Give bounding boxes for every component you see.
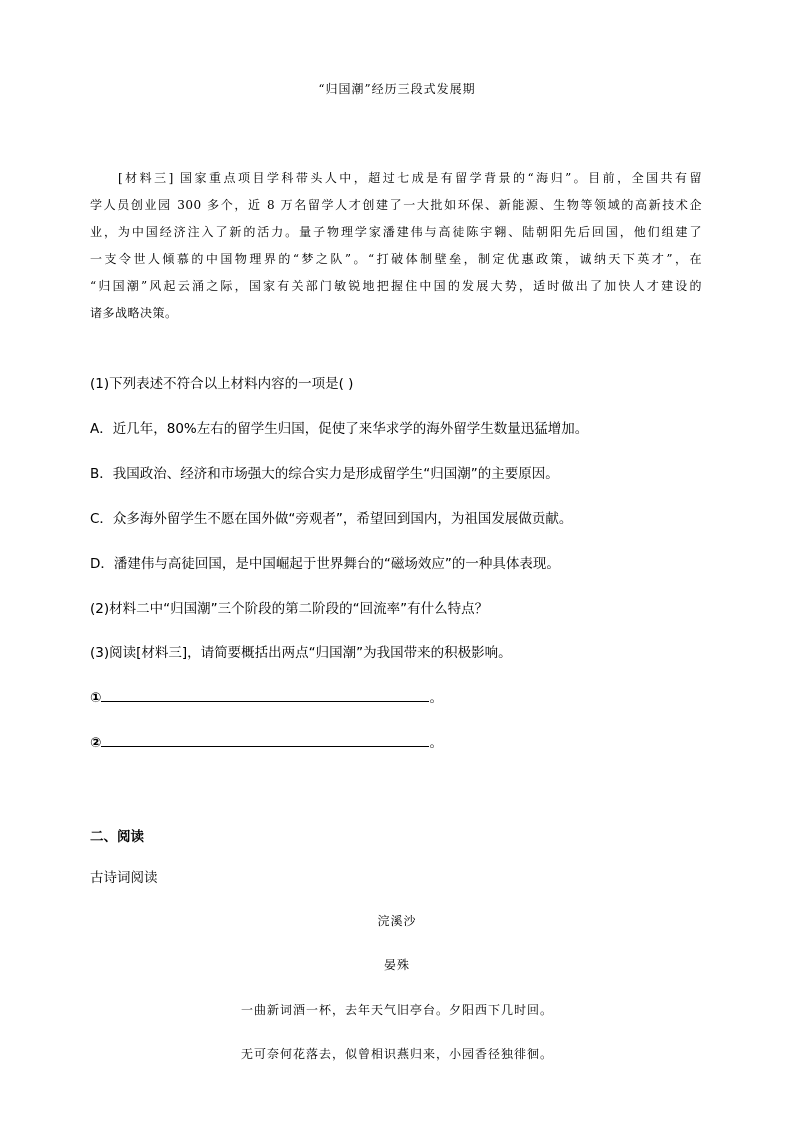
material3-line-5: “归国潮”风起云涌之际，国家有关部门敏锐地把握住中国的发展大势，适时做出了加快人才建设的 bbox=[90, 279, 702, 293]
poem-line-1: 一曲新词酒一杯，去年天气旧亭台。夕阳西下几时回。 bbox=[240, 1003, 553, 1017]
material3-line-1: [材料三] 国家重点项目学科带头人中，超过七成是有留学背景的“海归”。目前，全国共有留 bbox=[118, 171, 702, 185]
blank-2-line bbox=[101, 734, 429, 747]
blank-1-end: 。 bbox=[429, 690, 443, 706]
option-d: D．潘建伟与高徒回国，是中国崛起于世界舞台的“磁场效应”的一种具体表现。 bbox=[90, 556, 560, 572]
blank-2-end: 。 bbox=[429, 735, 443, 751]
answer-blank-2[interactable] bbox=[90, 731, 443, 751]
poem-author: 晏殊 bbox=[383, 958, 410, 972]
poem-title: 浣溪沙 bbox=[377, 914, 417, 928]
material3-line-4: 一支令世人倾慕的中国物理界的“梦之队”。“打破体制壁垒，制定优惠政策，诚纳天下英才”，在 bbox=[90, 252, 702, 266]
question-3: (3)阅读[材料三]，请简要概括出两点“归国潮”为我国带来的积极影响。 bbox=[90, 645, 512, 661]
question-1: (1)下列表述不符合以上材料内容的一项是( ) bbox=[90, 376, 354, 392]
option-c: C．众多海外留学生不愿在国外做“旁观者”，希望回到国内，为祖国发展做贡献。 bbox=[90, 511, 573, 527]
material3-paragraph bbox=[90, 165, 702, 327]
section-heading: 二、阅读 bbox=[90, 829, 144, 845]
blank-1-marker: ① bbox=[90, 690, 102, 706]
option-a: A．近几年，80%左右的留学生归国，促使了来华求学的海外留学生数量迅猛增加。 bbox=[90, 421, 589, 437]
blank-2-marker: ② bbox=[90, 735, 102, 751]
material3-line-3: 业，为中国经济注入了新的活力。量子物理学家潘建伟与高徒陈宇翱、陆朝阳先后回国，他们组建了 bbox=[90, 225, 702, 239]
section-subheading: 古诗词阅读 bbox=[90, 870, 158, 886]
material3-line-2: 学人员创业园 300 多个，近 8 万名留学人才创建了一大批如环保、新能源、生物等领域的高新技术企 bbox=[90, 198, 702, 212]
option-b: B．我国政治、经济和市场强大的综合实力是形成留学生“归国潮”的主要原因。 bbox=[90, 466, 559, 482]
answer-blank-1[interactable] bbox=[90, 686, 443, 706]
material3-line-6: 诸多战略决策。 bbox=[90, 306, 178, 320]
poem-line-2: 无可奈何花落去，似曾相识燕归来，小园香径独徘徊。 bbox=[240, 1047, 553, 1061]
blank-1-line bbox=[101, 689, 429, 702]
question-2: (2)材料二中“归国潮”三个阶段的第二阶段的“回流率”有什么特点？ bbox=[90, 601, 489, 617]
passage-title: “归国潮”经历三段式发展期 bbox=[318, 82, 476, 96]
